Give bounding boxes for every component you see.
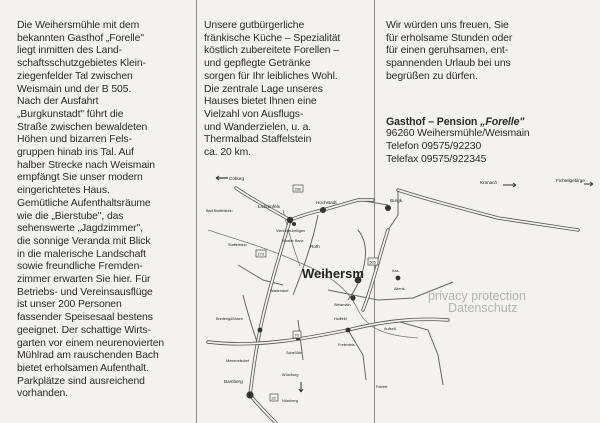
map-road-b173-south <box>250 220 290 395</box>
map-label-memmelsdorf: Memmelsdorf <box>226 359 249 363</box>
map-label-weismain: Weismain <box>334 303 351 307</box>
map-label-kloster-banz: Kloster Banz <box>282 239 304 243</box>
map-town-kasendorf <box>396 276 401 281</box>
map-arrow-fichtelgebirge <box>584 182 593 186</box>
map-label-vierzehnheiligen: Vierzehn-heiligen <box>276 229 306 233</box>
map-label-staffelstein: Staffelstein <box>228 243 247 247</box>
watermark-line-1: privacy protection <box>428 289 526 303</box>
fax-line: Telefax 09575/922345 <box>386 153 487 165</box>
map-road-b289 <box>398 190 578 230</box>
map-arrow-wuerzburg <box>299 382 303 392</box>
map-town-bamberg <box>246 391 253 398</box>
map-road-minor-6 <box>348 330 366 380</box>
map-label-freienfels: Freienfels <box>338 343 355 347</box>
map-label-wattendorf: Wattendorf <box>270 289 289 293</box>
map-town-hochstadt <box>320 207 326 213</box>
map-town-vierzehnheiligen <box>292 222 296 226</box>
address-line: 96260 Weihersmühle/Weismain <box>386 128 530 140</box>
map-town-lichtenfels <box>287 217 293 223</box>
business-name-prefix: Gasthof – Pension <box>386 115 481 128</box>
right-text-column <box>386 20 546 166</box>
intro-paragraph: Die Weihersmühle mit dem bekannten Gasthof „Forelle" liegt inmitten des Land- schaftsschutzgebietes Klein- ziegenfelder Tal zwischen Weismain und der B 505. Nach der Ausfahrt „Burgkunstadt" führt die Straße zwischen bewaldeten Höhen und bizarren Fels- gruppen hinab ins Tal. Auf halber Strecke nach Weismain empfängt Sie unser modern eingerichtetes Haus. Gemütliche Aufenthaltsräume wie die „Bierstube", das sehenswerte „Jagdzimmer", die sonnige Veranda mit Blick in die malerische Landschaft sowie freundliche Fremden- zimmer erwarten Sie hier. Für Betriebs- und Vereinsausflüge ist unser 200 Personen fassender Speisesaal bestens geeignet. Der schattige Wirts- garten vor einem neurenovierten Mühlrad am rauschenden Bach bietet erholsamen Aufenthalt. Parkplätze sind ausreichend vorhanden. <box>17 20 165 400</box>
map-town-hollfeld <box>346 328 351 333</box>
map-town-breitengussbach <box>258 328 263 333</box>
map-label-coburg: Coburg <box>229 176 245 181</box>
map-label-altenkunstadt: Altenk. <box>394 287 406 291</box>
business-name <box>386 116 546 129</box>
left-text-column <box>17 20 187 401</box>
map-road-a70 <box>208 319 448 344</box>
map-road-minor-2 <box>293 215 318 295</box>
map-town-weismain <box>350 295 355 300</box>
map-label-roth: Roth <box>310 244 320 249</box>
phone-line: Telefon 09575/92230 <box>386 140 482 152</box>
map-label-a70: 70 <box>294 333 299 338</box>
map-label-breitengussbach: Breitengüßbach <box>216 317 243 321</box>
map-label-bad-staffelstein: Bad Staffelstein <box>206 209 233 213</box>
map-label-b289: 289 <box>294 187 301 192</box>
map-label-feinfeld: Feinfel <box>376 385 388 389</box>
fold-divider-left <box>196 0 197 423</box>
map-label-kronach: Kronach <box>480 180 498 185</box>
watermark-line-2: Datenschutz <box>448 301 518 315</box>
contact-block <box>386 116 546 167</box>
map-label-hochstadt: Hochstadt <box>316 200 337 205</box>
map-road-minor-3 <box>348 230 365 300</box>
privacy-watermark <box>428 290 598 314</box>
map-label-weihersmuehle: Weihersm <box>302 266 364 281</box>
map-label-lichtenfels: Lichtenfels <box>258 204 280 209</box>
map-arrow-kronach <box>503 183 516 187</box>
map-label-bamberg: Bamberg <box>224 379 243 384</box>
map-label-aufsess: Aufseß <box>384 327 397 331</box>
map-town-burgkunstadt <box>385 205 391 211</box>
map-road-minor-9 <box>243 295 258 345</box>
map-label-burgkunstadt: Burgk. <box>390 198 404 203</box>
map-label-fichtelgebirge: Fichtelgebirge <box>556 178 585 183</box>
map-label-nuernberg: Nürnberg <box>282 399 298 403</box>
map-road-minor-5 <box>393 320 443 385</box>
business-name-forelle: „Forelle" <box>480 115 525 128</box>
map-label-b22: 22 <box>271 396 276 401</box>
middle-text-column <box>204 20 364 160</box>
map-label-b173: 173 <box>257 252 264 257</box>
map-label-wuerzburg: Würzburg <box>282 373 299 377</box>
welcome-paragraph: Wir würden uns freuen, Sie für erholsame Stunden oder für einen geruhsamen, ent- spannenden Urlaub bei uns begrüßen zu dürfen. <box>386 20 513 82</box>
map-label-schesslitz: Scheßlitz <box>286 351 302 355</box>
map-label-b505: 505 <box>369 260 376 265</box>
map-label-kasendorf: Kas. <box>392 269 400 273</box>
cuisine-paragraph: Unsere gutbürgerliche fränkische Küche – Spezialität köstlich zubereitete Forellen – und gepflegte Getränke sorgen für Ihr leibliches Wohl. Die zentrale Lage unseres Hauses bietet Ihnen eine Vielzahl von Ausflugs- und Wanderzielen, u. a. Thermalbad Staffelstein ca. 20 km. <box>204 20 341 159</box>
map-label-hollfeld: Hollfeld <box>334 317 347 321</box>
